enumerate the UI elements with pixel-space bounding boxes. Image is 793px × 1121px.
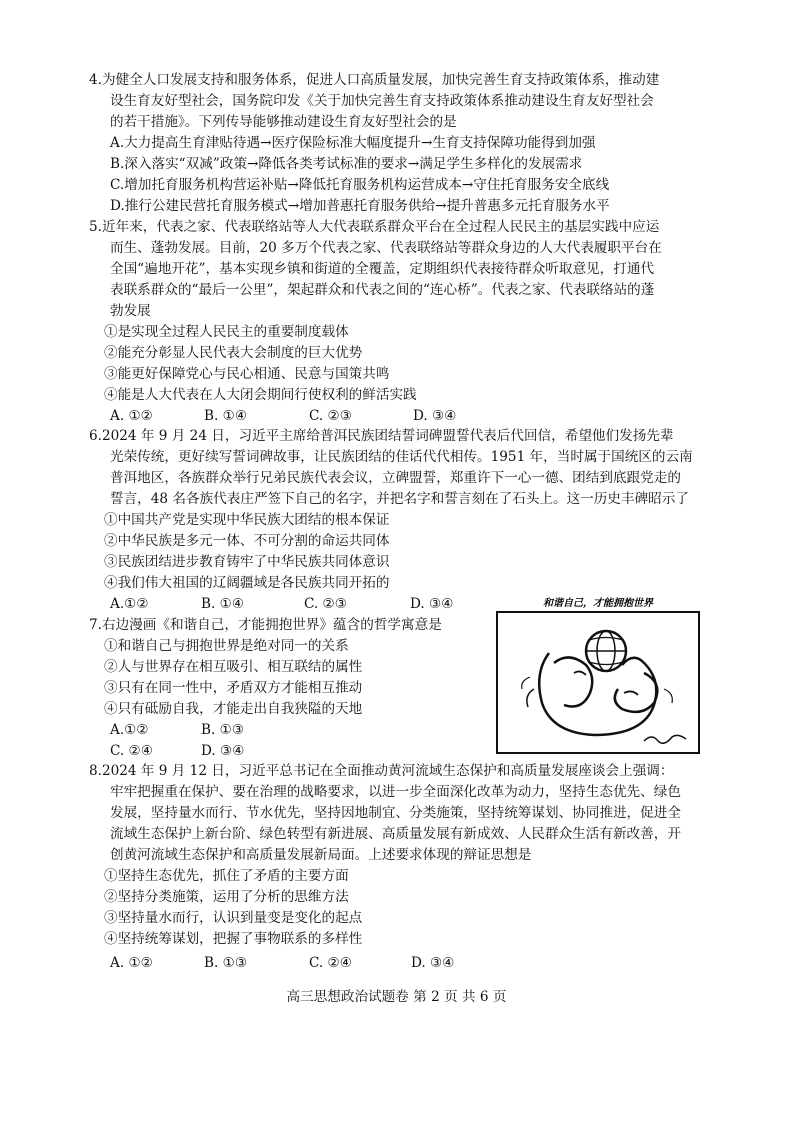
cartoon-drawing xyxy=(494,593,702,756)
q7-choice-d: D. ③④ xyxy=(201,743,245,759)
q7-statement-3: ③只有在同一性中，矛盾双方才能相互推动 xyxy=(104,680,363,696)
q8-choice-a: A. ①② xyxy=(110,955,153,971)
q7-choice-a: A.①② xyxy=(110,722,149,738)
cartoon-illustration xyxy=(494,593,702,756)
q7-stem-line-1: 7.右边漫画《和谐自己，才能拥抱世界》蕴含的哲学寓意是 xyxy=(89,617,442,633)
q5-stem-line-4: 表联系群众的“最后一公里”，架起群众和代表之间的“连心桥”。代表之家、代表联络站的蓬 xyxy=(110,282,655,298)
q5-choice-b: B. ①④ xyxy=(204,408,248,424)
q4-option-c: C.增加托育服务机构营运补贴→降低托育服务机构运营成本→守住托育服务安全底线 xyxy=(110,177,610,193)
q7-statement-1: ①和谐自己与拥抱世界是绝对同一的关系 xyxy=(104,638,349,654)
q6-stem-line-4: 誓言，48 名各族代表庄严签下自己的名字，并把名字和誓言刻在了石头上。这一历史丰碑昭示了 xyxy=(110,491,689,507)
q5-statement-2: ②能充分彰显人民代表大会制度的巨大优势 xyxy=(104,345,363,361)
q5-choice-d: D. ③④ xyxy=(413,408,457,424)
q8-choice-b: B. ①③ xyxy=(204,955,248,971)
q7-statement-4: ④只有砥励自我，才能走出自我狭隘的天地 xyxy=(104,701,363,717)
page-footer: 高三思想政治试题卷 第 2 页 共 6 页 xyxy=(286,989,507,1005)
q6-statement-3: ③民族团结进步教育铸牢了中华民族共同体意识 xyxy=(104,554,390,570)
q4-option-b: B.深入落实“双减”政策→降低各类考试标准的要求→满足学生多样化的发展需求 xyxy=(110,156,583,172)
q8-stem-line-4: 流域生态保护上新台阶、绿色转型有新进展、高质量发展有新成效、人民群众生活有新改善，开 xyxy=(110,826,681,842)
q6-stem-line-1: 6.2024 年 9 月 24 日，习近平主席给普洱民族团结誓词碑盟誓代表后代回信，希望他们发扬先辈 xyxy=(89,428,674,444)
q6-stem-line-3: 普洱地区，各族群众举行兄弟民族代表会议，立碑盟誓，郑重许下一心一德、团结到底跟党走的 xyxy=(110,470,681,486)
q5-stem-line-3: 全国“遍地开花”，基本实现乡镇和街道的全覆盖，定期组织代表接待群众听取意见，打通代 xyxy=(110,261,655,277)
q6-statement-1: ①中国共产党是实现中华民族大团结的根本保证 xyxy=(104,512,390,528)
q5-choice-a: A. ①② xyxy=(110,408,153,424)
q7-choice-c: C. ②④ xyxy=(110,743,153,759)
q4-stem-line-1: 4.为健全人口发展支持和服务体系，促进人口高质量发展，加快完善生育支持政策体系，推动建 xyxy=(89,72,660,88)
q6-choice-d: D. ③④ xyxy=(410,596,454,612)
q5-choice-c: C. ②③ xyxy=(309,408,352,424)
q4-option-d: D.推行公建民营托育服务模式→增加普惠托育服务供给→提升普惠多元托育服务水平 xyxy=(110,198,610,214)
cartoon-caption: 和谐自己，才能拥抱世界 xyxy=(543,598,653,609)
q8-stem-line-2: 牢牢把握重在保护、要在治理的战略要求，以进一步全面深化改革为动力，坚持生态优先、绿色 xyxy=(110,784,681,800)
q5-stem-line-2: 而生、蓬勃发展。目前，20 多万个代表之家、代表联络站等群众身边的人大代表履职平台在 xyxy=(110,240,662,256)
q4-option-a: A.大力提高生育津贴待遇→医疗保险标准大幅度提升→生育支持保障功能得到加强 xyxy=(110,135,596,151)
q4-stem-line-3: 的若干措施》。下列传导能够推动建设生育友好型社会的是 xyxy=(110,114,457,130)
q7-statement-2: ②人与世界存在相互吸引、相互联结的属性 xyxy=(104,659,363,675)
q8-stem-line-5: 创黄河流域生态保护和高质量发展新局面。上述要求体现的辩证思想是 xyxy=(110,847,532,863)
q6-stem-line-2: 光荣传统，更好续写誓词碑故事，让民族团结的佳话代代相传。1951 年，当时属于国统区的云南 xyxy=(110,449,693,465)
q8-statement-1: ①坚持生态优先，抓住了矛盾的主要方面 xyxy=(104,868,349,884)
q6-choice-a: A.①② xyxy=(110,596,149,612)
q5-stem-line-1: 5.近年来，代表之家、代表联络站等人大代表联系群众平台在全过程人民民主的基层实践中应运 xyxy=(89,219,660,235)
q8-stem-line-3: 发展，坚持量水而行、节水优先，坚持因地制宜、分类施策，坚持统筹谋划、协同推进，促进全 xyxy=(110,805,681,821)
q8-stem-line-1: 8.2024 年 9 月 12 日，习近平总书记在全面推动黄河流域生态保护和高质量发展座谈会上强调： xyxy=(89,763,674,779)
q5-statement-4: ④能是人大代表在人大闭会期间行使权利的鲜活实践 xyxy=(104,387,417,403)
q5-statement-1: ①是实现全过程人民民主的重要制度载体 xyxy=(104,324,349,340)
q8-statement-4: ④坚持统筹谋划，把握了事物联系的多样性 xyxy=(104,931,363,947)
q8-choice-d: D. ③④ xyxy=(411,955,455,971)
q7-choice-b: B. ①③ xyxy=(201,722,245,738)
q6-choice-b: B. ①④ xyxy=(201,596,245,612)
q6-statement-4: ④我们伟大祖国的辽阔疆域是各民族共同开拓的 xyxy=(104,575,390,591)
q8-choice-c: C. ②④ xyxy=(309,955,352,971)
q5-stem-line-5: 勃发展 xyxy=(110,303,151,319)
q6-choice-c: C. ②③ xyxy=(304,596,347,612)
q4-stem-line-2: 设生育友好型社会，国务院印发《关于加快完善生育支持政策体系推动建设生育友好型社会 xyxy=(110,93,654,109)
q5-statement-3: ③能更好保障党心与民心相通、民意与国策共鸣 xyxy=(104,366,390,382)
q8-statement-2: ②坚持分类施策，运用了分析的思维方法 xyxy=(104,889,349,905)
q8-statement-3: ③坚持量水而行，认识到量变是变化的起点 xyxy=(104,910,363,926)
q6-statement-2: ②中华民族是多元一体、不可分割的命运共同体 xyxy=(104,533,390,549)
